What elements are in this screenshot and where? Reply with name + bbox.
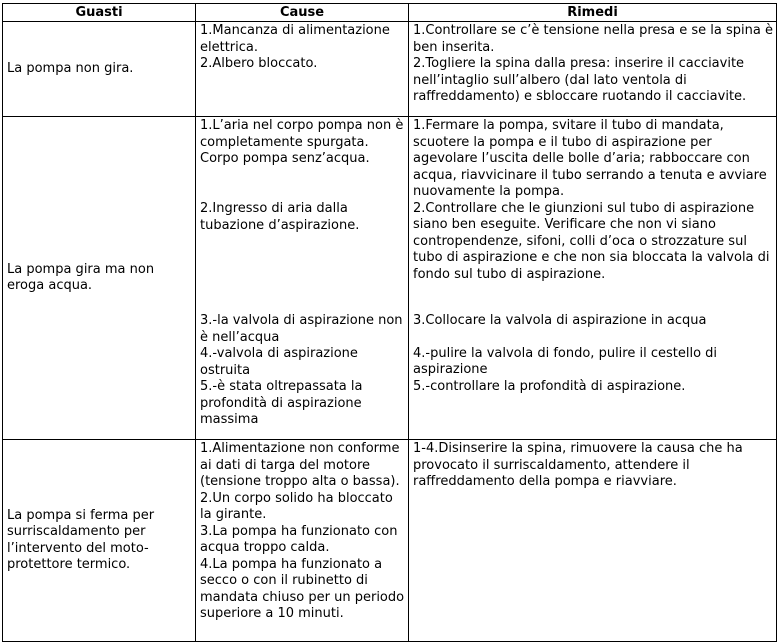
troubleshooting-table	[2, 3, 777, 642]
rimedio-item: 4.-pulire la valvola di fondo, pulire il cestello di aspirazione	[413, 345, 718, 377]
rimedi-cell	[409, 117, 777, 440]
cause-item: 2.Albero bloccato.	[200, 56, 318, 71]
rimedi-cell	[409, 440, 777, 642]
guasto-cell: La pompa gira ma non eroga acqua.	[3, 117, 196, 440]
rimedio-item: 1.Fermare la pompa, svitare il tubo di mandata, scuotere la pompa e il tubo di aspirazione per agevolare l’uscita delle bolle d’aria; rabboccare con acqua, riavvicinare il tubo serrando a tenuta e avviare nuovamente la pompa.	[413, 118, 767, 199]
rimedio-item: 1.Controllare se c’è tensione nella presa e se la spina è ben inserita.	[413, 23, 773, 55]
table-row	[3, 440, 777, 642]
cause-item: 1.L’aria nel corpo pompa non è completamente spurgata. Corpo pompa senz’acqua.	[200, 118, 404, 166]
rimedi-cell	[409, 22, 777, 117]
cause-cell	[196, 440, 409, 642]
header-guasti: Guasti	[3, 4, 196, 22]
header-cause: Cause	[196, 4, 409, 22]
cause-item: 3.La pompa ha funzionato con acqua troppo calda.	[200, 523, 398, 555]
guasto-cell: La pompa si ferma per surriscaldamento per l’intervento del moto-protettore termico.	[3, 440, 196, 642]
rimedio-item: 2.Togliere la spina dalla presa: inserire il cacciavite nell’intaglio sull’albero (dal lato ventola di raffreddamento) e sbloccare ruotando il cacciavite.	[413, 56, 747, 104]
cause-item: 1.Mancanza di alimentazione elettrica.	[200, 23, 390, 55]
rimedio-item: 5.-controllare la profondità di aspirazione.	[413, 378, 686, 394]
guasto-cell: La pompa non gira.	[3, 22, 196, 117]
rimedio-item: 1-4.Disinserire la spina, rimuovere la causa che ha provocato il surriscaldamento, attendere il raffreddamento della pompa e riavviare.	[413, 441, 743, 489]
table-row	[3, 117, 777, 440]
cause-item: 4.La pompa ha funzionato a secco o con il rubinetto di mandata chiuso per un periodo superiore a 10 minuti.	[200, 556, 405, 621]
cause-cell	[196, 117, 409, 440]
cause-item: 3.-la valvola di aspirazione non è nell’acqua	[200, 313, 403, 345]
cause-item: 5.-è stata oltrepassata la profondità di aspirazione massima	[200, 379, 363, 427]
header-rimedi: Rimedi	[409, 4, 777, 22]
rimedio-item: 2.Controllare che le giunzioni sul tubo di aspirazione siano ben eseguite. Verificare che non vi siano contropendenze, sifoni, colli d’oca o strozzature sul tubo di aspirazione e che non sia bloccata la valvola di fondo sul tubo di aspirazione.	[413, 200, 770, 282]
cause-item: 2.Ingresso di aria dalla tubazione d’aspirazione.	[200, 201, 360, 233]
cause-cell	[196, 22, 409, 117]
rimedio-item: 3.Collocare la valvola di aspirazione in acqua	[413, 312, 707, 328]
table-row	[3, 22, 777, 117]
cause-item: 1.Alimentazione non conforme ai dati di targa del motore (tensione troppo alta o bassa).	[200, 441, 400, 489]
cause-item: 2.Un corpo solido ha bloccato la girante.	[200, 490, 393, 522]
header-row	[3, 4, 777, 22]
cause-item: 4.-valvola di aspirazione ostruita	[200, 346, 358, 378]
